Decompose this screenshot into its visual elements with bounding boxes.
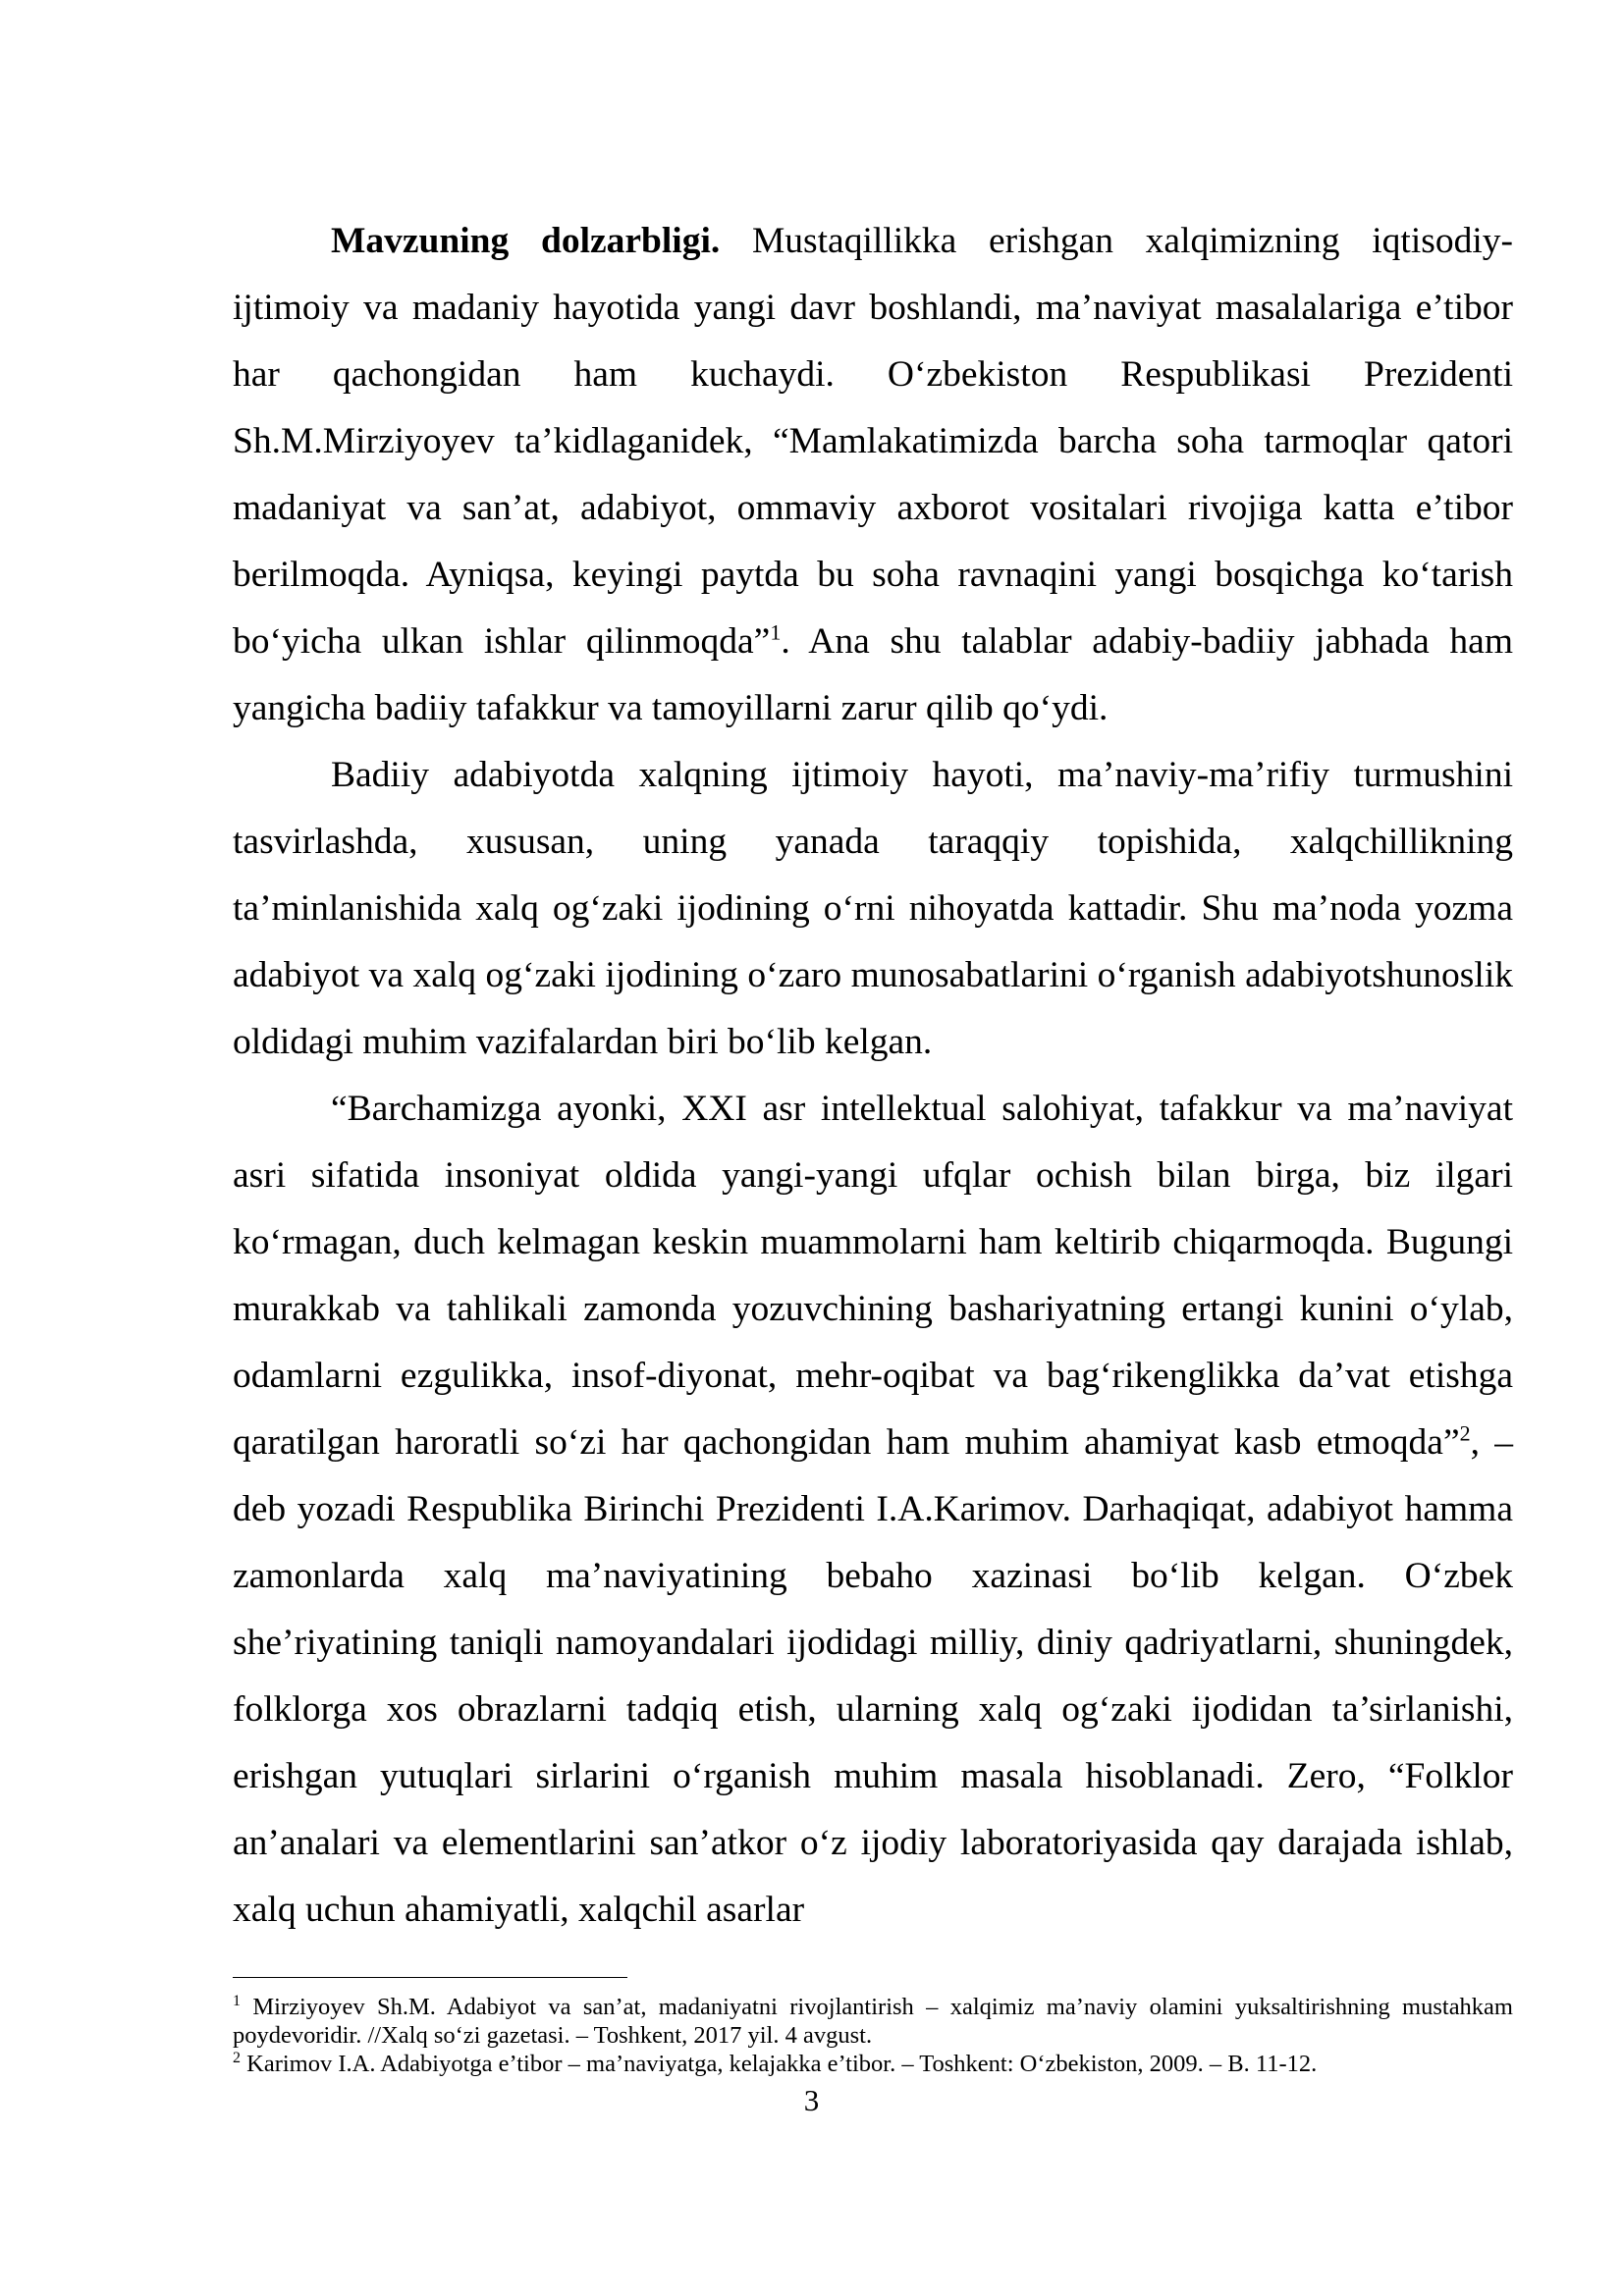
footnotes (233, 1993, 1513, 2078)
footnote-2-number: 2 (233, 2049, 241, 2066)
paragraph-3 (233, 1076, 1513, 1944)
footnote-separator (233, 1977, 627, 1978)
paragraph-2-text: Badiiy adabiyotda xalqning ijtimoiy hayoti, ma’naviy-ma’rifiy turmushini tasvirlashda, xususan, uning yanada taraqqiy topishida, xalqchillikning ta’minlanishida xalq og‘zaki ijodining o‘rni nihoyatda kattadir. Shu ma’noda yozma adabiyot va xalq og‘zaki ijodining o‘zaro munosabatlarini o‘rganish adabiyotshunoslik oldidagi muhim vazifalardan biri bo‘lib kelgan. (233, 755, 1513, 1062)
paragraph-1-text: Mustaqillikka erishgan xalqimizning iqtisodiy-ijtimoiy va madaniy hayotida yangi davr boshlandi, ma’naviyat masalalariga e’tibor har qachongidan ham kuchaydi. O‘zbekiston Respublikasi Prezidenti Sh.M.Mirziyoyev ta’kidlaganidek, “Mamlakatimizda barcha soha tarmoqlar qatori madaniyat va san’at, adabiyot, ommaviy axborot vositalari rivojiga katta e’tibor berilmoqda. Ayniqsa, keyingi paytda bu soha ravnaqini yangi bosqichga ko‘tarish bo‘yicha ulkan ishlar qilinmoqda” (233, 221, 1513, 662)
footnote-1-number: 1 (233, 1992, 241, 2009)
footnote-1-text: Mirziyoyev Sh.M. Adabiyot va san’at, madaniyatni rivojlantirish – xalqimiz ma’naviy olamini yuksaltirishning mustahkam poydevoridir. //Xalq so‘zi gazetasi. – Toshkent, 2017 yil. 4 avgust. (233, 1994, 1513, 2049)
footnote-ref-1[interactable]: 1 (770, 619, 782, 645)
paragraph-3-text: “Barchamizga ayonki, XXI asr intellektual salohiyat, tafakkur va ma’naviyat asri sifatida insoniyat oldida yangi-yangi ufqlar ochish bilan birga, biz ilgari ko‘rmagan, duch kelmagan keskin muammolarni ham keltirib chiqarmoqda. Bugungi murakkab va tahlikali zamonda yozuvchining bashariyatning ertangi kunini o‘ylab, odamlarni ezgulikka, insof-diyonat, mehr-oqibat va bag‘rikenglikka da’vat etishga qaratilgan haroratli so‘zi har qachongidan ham muhim ahamiyat kasb etmoqda” (233, 1089, 1513, 1463)
paragraph-1 (233, 208, 1513, 742)
footnote-2 (233, 2050, 1513, 2078)
page-number: 3 (803, 2083, 820, 2117)
footnote-ref-2[interactable]: 2 (1459, 1420, 1471, 1446)
paragraph-3-text-continued: , – deb yozadi Respublika Birinchi Prezidenti I.A.Karimov. Darhaqiqat, adabiyot hamma zamonlarda xalq ma’naviyatining bebaho xazinasi bo‘lib kelgan. O‘zbek she’riyatining taniqli namoyandalari ijodidagi milliy, diniy qadriyatlarni, shuningdek, folklorga xos obrazlarni tadqiq etish, ularning xalq og‘zaki ijodidan ta’sirlanishi, erishgan yutuqlari sirlarini o‘rganish muhim masala hisoblanadi. Zero, “Folklor an’analari va elementlarini san’atkor o‘z ijodiy laboratoriyasida qay darajada ishlab, xalq uchun ahamiyatli, xalqchil asarlar (233, 1422, 1514, 1930)
paragraph-1-text-continued: . Ana shu talablar adabiy-badiiy jabhada ham yangicha badiiy tafakkur va tamoyillarni zarur qilib qo‘ydi. (233, 621, 1513, 728)
paragraph-2 (233, 742, 1513, 1076)
footnote-2-text: Karimov I.A. Adabiyotga e’tibor – ma’naviyatga, kelajakka e’tibor. – Toshkent: O‘zbekiston, 2009. – B. 11-12. (241, 2051, 1318, 2077)
footnote-1 (233, 1993, 1513, 2050)
main-text (233, 208, 1513, 1944)
section-heading: Mavzuning dolzarbligi. (331, 221, 721, 261)
